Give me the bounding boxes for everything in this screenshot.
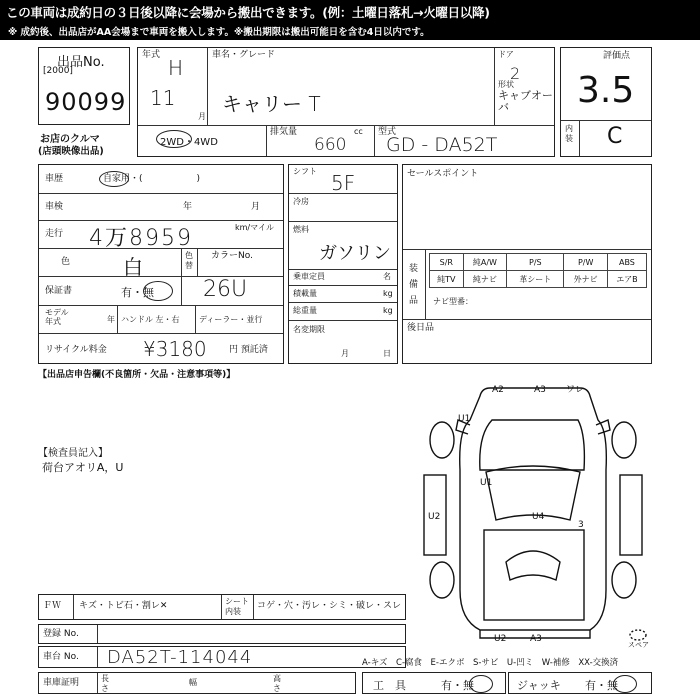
reg-label: 登録 No. (43, 629, 79, 639)
interior-label: 内装 (565, 124, 573, 143)
aircon-label: 冷房 (293, 197, 309, 206)
year-label: 年式 (142, 50, 161, 60)
dealer-label: ディーラー・並行 (199, 315, 263, 324)
recycle-label: リサイクル料金 (45, 345, 107, 355)
equipment-grid (429, 253, 647, 288)
name-value: キャリー T (222, 92, 321, 116)
capacity-unit: 名 (383, 272, 391, 281)
inspection-month: 月 (251, 202, 261, 212)
jack-label: ジャッキ (517, 679, 561, 692)
regchange-label: 名変期限 (293, 325, 325, 334)
store-label: お店のクルマ (40, 134, 100, 145)
model-label: 型式 (378, 127, 397, 137)
model-year-unit: 年 (107, 315, 115, 324)
regchange-day: 日 (383, 349, 391, 358)
lot-sub: [2000] (43, 66, 73, 76)
sales-point-label: セールスポイント (407, 169, 479, 179)
history-circle (99, 171, 129, 187)
tools-value: 有・無 (441, 679, 474, 692)
mileage-label: 走行 (45, 229, 64, 239)
fw-label: ＦＷ (43, 601, 62, 611)
color-no-value: 26U (203, 277, 248, 302)
lot-label: 出品No. (57, 55, 105, 70)
mark-a3-rear: A3 (530, 634, 542, 644)
mark-u1-bed: U1 (480, 478, 493, 488)
equip-sr: S/R (430, 254, 464, 271)
warranty-circle (143, 281, 173, 301)
drive-2wd-circle (156, 130, 192, 148)
chassis-value: DA52T-114044 (107, 647, 253, 668)
color-change-label: 色替 (185, 251, 193, 270)
color-label: 色 (61, 257, 71, 267)
tools-label: 工 具 (373, 679, 406, 692)
mark-u1-top: U1 (458, 414, 471, 424)
shape-label: 形状 (498, 80, 514, 89)
grade-label: 評価点 (603, 51, 631, 61)
fw-items: キズ・トビ石・割レ✕ (79, 601, 168, 611)
legend: A-キズ C-腐食 E-エクボ S-サビ U-凹ミ W-補修 XX-交換済 (362, 658, 619, 668)
interior-grade: C (607, 124, 623, 149)
handle-label: ハンドル 左・右 (121, 315, 180, 324)
equip-pw: P/W (564, 254, 607, 271)
grade-box (560, 47, 652, 157)
mark-a2: A2 (492, 385, 504, 395)
banner-line-2: ※ 成約後、出品店がAA会場まで車両を搬入します。※搬出期限は搬出可能日を含む4日以内です。 (8, 27, 430, 38)
equip-leather: 革シート (507, 271, 564, 288)
lot-number-box (38, 47, 130, 125)
inspection-label: 車検 (45, 202, 64, 212)
store-sub: (店頭映像出品) (38, 146, 104, 157)
later-label: 後日品 (407, 323, 435, 333)
sales-point-box (402, 164, 652, 364)
equip-ps: P/S (507, 254, 564, 271)
door-label: ドア (498, 50, 514, 59)
model-value: GD - DA52T (386, 134, 498, 156)
capacity-label: 乗車定員 (293, 272, 325, 281)
fw-row (38, 594, 406, 620)
month-label: 月 (198, 112, 206, 121)
spec-box (288, 164, 398, 364)
model-year-label: モデル年式 (45, 308, 69, 326)
size-row (38, 672, 356, 694)
navi-model-label: ナビ型番： (433, 297, 473, 306)
mark-3-right: 3 (578, 520, 584, 530)
size-width: 幅 (189, 678, 197, 687)
tools-circle (469, 675, 493, 693)
gross-label: 総重量 (293, 306, 317, 315)
mileage-unit: km/マイル (235, 223, 274, 232)
history-value: 自家用・( ) (103, 174, 201, 184)
warranty-value: 有・無 (121, 286, 154, 299)
equip-airbag: エアB (607, 271, 646, 288)
banner-line-1: この車両は成約日の３日後以降に会場から搬出できます。(例：土曜日落札→火曜日以降) (6, 5, 490, 20)
equip-abs: ABS (607, 254, 646, 271)
color-value: 白 (123, 255, 143, 279)
load-label: 積載量 (293, 289, 317, 298)
equip-tv: 純TV (430, 271, 464, 288)
mileage-value: 4万8959 (89, 226, 193, 251)
door-value: 2 (510, 64, 521, 83)
notes-label: 【出品店申告欄(不良箇所・欠品・注意事項等)】 (38, 370, 236, 380)
jack-circle (613, 675, 637, 693)
mark-u4: U4 (532, 512, 545, 522)
vehicle-info-box (137, 47, 555, 157)
regchange-month: 月 (341, 349, 349, 358)
seat-label: シート内装 (225, 597, 249, 616)
inspection-year: 年 (183, 202, 193, 212)
mark-crack: ワレ (566, 385, 585, 395)
color-no-label: カラーNo. (211, 251, 253, 261)
inspector-label: 【検査員記入】 (38, 448, 108, 459)
year-value: 11 (150, 86, 176, 110)
year-era: H (168, 56, 184, 80)
mark-u2-rear: U2 (494, 634, 507, 644)
size-height: 高さ (273, 674, 281, 693)
tools-row (362, 672, 506, 694)
gross-unit: kg (383, 306, 393, 315)
grade-score: 3.5 (577, 70, 635, 111)
history-label: 車歴 (45, 174, 64, 184)
fuel-label: 燃料 (293, 225, 309, 234)
equip-navi: 純ナビ (463, 271, 507, 288)
fuel-value: ガソリン (319, 243, 391, 264)
disp-value: 660 (314, 135, 347, 155)
chassis-label: 車台 No. (43, 652, 79, 662)
inspector-text: 荷台アオリA，U (42, 461, 124, 474)
seat-items: コゲ・穴・汚レ・シミ・破レ・スレ (257, 601, 402, 611)
name-label: 車名・グレード (212, 50, 276, 60)
warranty-label: 保証書 (45, 286, 73, 296)
jack-value: 有・無 (585, 679, 618, 692)
drive-type: 2WD・4WD (160, 137, 218, 148)
shift-value: 5F (331, 171, 356, 195)
equip-aw: 純A/W (463, 254, 507, 271)
spare-label: スペア (628, 641, 649, 649)
disp-unit: cc (354, 127, 363, 136)
recycle-value: ¥3180 (143, 337, 207, 361)
equipment-label: 装備品 (409, 264, 419, 306)
history-box (38, 164, 284, 364)
registration-row (38, 624, 406, 644)
shift-label: シフト (293, 167, 317, 176)
chassis-row (38, 646, 406, 668)
load-unit: kg (383, 289, 393, 298)
disp-label: 排気量 (270, 127, 298, 137)
mark-a3: A3 (534, 385, 546, 395)
size-label: 車庫証明 (43, 678, 80, 688)
size-length: 長さ (101, 674, 109, 693)
jack-row (508, 672, 652, 694)
lot-number: 90099 (45, 88, 127, 116)
mark-u2-left: U2 (428, 512, 441, 522)
shape-value: キャブオーバ (498, 89, 553, 114)
top-banner (0, 0, 700, 40)
equip-ext-navi: 外ナビ (564, 271, 607, 288)
recycle-unit: 円 預託済 (229, 345, 268, 355)
